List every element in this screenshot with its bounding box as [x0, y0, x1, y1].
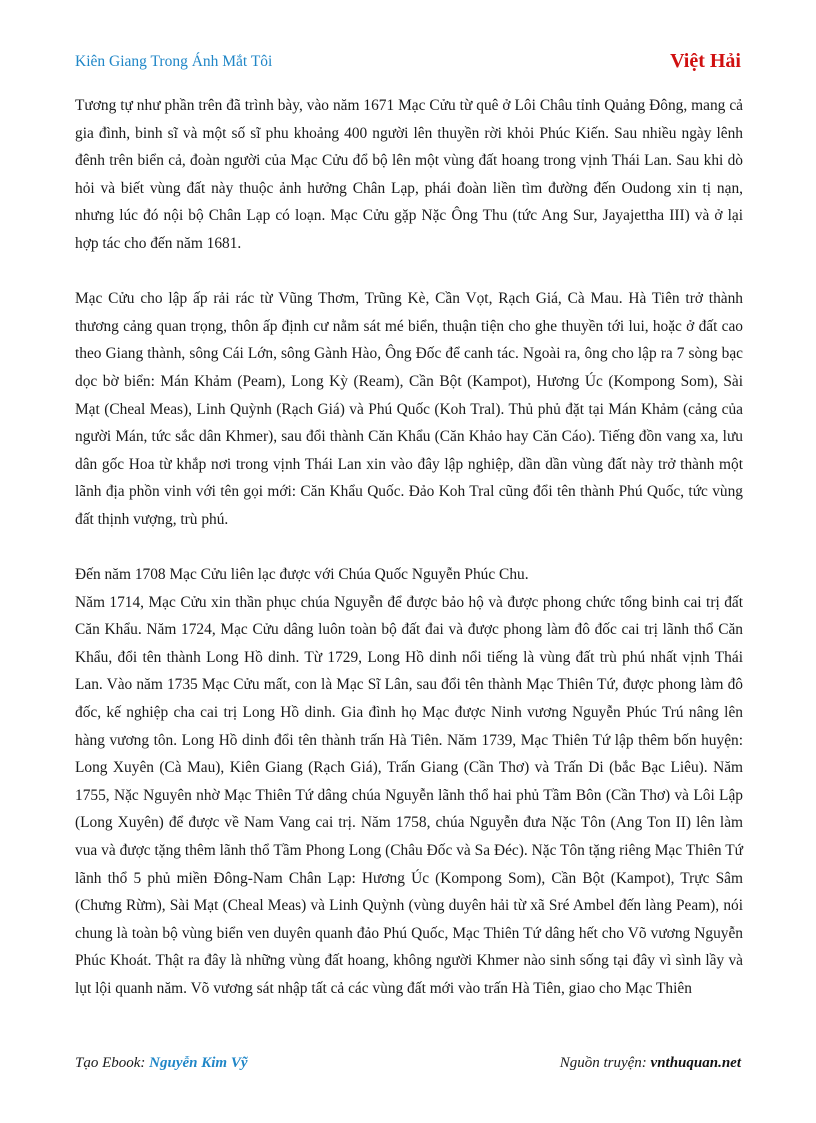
page-content — [75, 92, 743, 1003]
ebook-label: Tạo Ebook — [75, 1055, 141, 1071]
paragraph-1: Tương tự như phần trên đã trình bày, vào năm 1671 Mạc Cửu từ quê ở Lôi Châu tỉnh Quảng Đông, mang cả gia đình, binh sĩ và một số sĩ phu khoảng 400 người lên thuyền rời khỏi Phúc Kiến. Sau nhiều ngày lênh đênh trên biển cả, đoàn người của Mạc Cửu đổ bộ lên một vùng đất hoang trong vịnh Thái Lan. Sau khi dò hỏi và biết vùng đất này thuộc ảnh hưởng Chân Lạp, phái đoàn liền tìm đường đến Oudong xin tị nạn, nhưng lúc đó nội bộ Chân Lạp có loạn. Mạc Cửu gặp Nặc Ông Thu (tức Ang Sur, Jayajettha III) và ở lại hợp tác cho đến năm 1681. — [75, 97, 743, 252]
paragraph-3: Đến năm 1708 Mạc Cửu liên lạc được với Chúa Quốc Nguyễn Phúc Chu. — [75, 566, 529, 584]
page-header — [75, 50, 741, 76]
book-title: Kiên Giang Trong Ánh Mắt Tôi — [75, 53, 273, 70]
paragraph-4: Năm 1714, Mạc Cửu xin thần phục chúa Nguyễn để được bảo hộ và được phong chức tổng binh cai trị đất Căn Khẩu. Năm 1724, Mạc Cửu dâng luôn toàn bộ đất đai và được phong làm đô đốc cai trị lãnh thổ Căn Khẩu, đổi tên thành Long Hồ dinh. Từ 1729, Long Hồ dinh nổi tiếng là vùng đất trù phú nhất vịnh Thái Lan. Vào năm 1735 Mạc Cửu mất, con là Mạc Sĩ Lân, sau đổi tên thành Mạc Thiên Tứ, được phong làm đô đốc, kế nghiệp cha cai trị Long Hồ dinh. Gia đình họ Mạc được Ninh vương Nguyễn Phúc Trú nâng lên hàng vương tôn. Long Hồ dinh đổi tên thành trấn Hà Tiên. Năm 1739, Mạc Thiên Tứ lập thêm bốn huyện: Long Xuyên (Cà Mau), Kiên Giang (Rạch Giá), Trấn Giang (Cần Thơ) và Trấn Di (bắc Bạc Liêu). Năm 1755, Nặc Nguyên nhờ Mạc Thiên Tứ dâng chúa Nguyễn lãnh thổ hai phủ Tầm Bôn (Cần Thơ) và Lôi Lập (Long Xuyên) để được về Nam Vang cai trị. Năm 1758, chúa Nguyễn đưa Nặc Tôn (Ang Ton II) lên làm vua và được tặng thêm lãnh thổ Tầm Phong Long (Châu Đốc và Sa Đéc). Nặc Tôn tặng riêng Mạc Thiên Tứ lãnh thổ 5 phủ miền Đông-Nam Chân Lạp: Hương Úc (Kompong Som), Cần Bột (Kampot), Trực Sâm (Chưng Rừm), Sài Mạt (Cheal Meas) và Linh Quỳnh (vùng duyên hải từ xã Sré Ambel đến làng Peam), nói chung là toàn bộ vùng biển ven duyên quanh đảo Phú Quốc, Mạc Thiên Tứ dâng hết cho Võ vương Nguyễn Phúc Khoát. Thật ra đây là những vùng đất hoang, không người Khmer nào sinh sống tại đây vì sình lầy và lụt lội quanh năm. Võ vương sát nhập tất cả các vùng đất mới vào trấn Hà Tiên, giao cho Mạc Thiên — [75, 593, 743, 997]
source-label: Nguồn truyện — [559, 1055, 642, 1071]
source-credit: Nguồn truyện: vnthuquan.net — [559, 1055, 741, 1071]
source-site: vnthuquan.net — [650, 1055, 741, 1071]
ebook-creator-name: Nguyễn Kim Vỹ — [149, 1055, 248, 1071]
paragraph-2: Mạc Cửu cho lập ấp rải rác từ Vũng Thơm, Trũng Kè, Cần Vọt, Rạch Giá, Cà Mau. Hà Tiên trở thành thương cảng quan trọng, thôn ấp định cư nằm sát mé biển, thuận tiện cho ghe thuyền tới lui, hoặc ở đất cao theo Giang thành, sông Cái Lớn, sông Gành Hào, Ông Đốc để canh tác. Ngoài ra, ông cho lập ra 7 sòng bạc dọc bờ biển: Mán Khảm (Peam), Long Kỳ (Ream), Cần Bột (Kampot), Hương Úc (Kompong Som), Sài Mạt (Cheal Meas), Linh Quỳnh (Rạch Giá) và Phú Quốc (Koh Tral). Thủ phủ đặt tại Mán Khảm (cảng của người Mán, tức sắc dân Khmer), sau đổi thành Căn Khẩu (Căn Khảo hay Căn Cáo). Tiếng đồn vang xa, lưu dân gốc Hoa từ khắp nơi trong vịnh Thái Lan xin vào đây lập nghiệp, dần dần vùng đất này trở thành một lãnh địa phồn vinh với tên gọi mới: Căn Khẩu Quốc. Đảo Koh Tral cũng đổi tên thành Phú Quốc, tức vùng đất thịnh vượng, trù phú. — [75, 290, 743, 528]
author-name: Việt Hải — [670, 50, 741, 72]
ebook-credit: Tạo Ebook: Nguyễn Kim Vỹ — [75, 1055, 248, 1071]
page-footer — [75, 1055, 741, 1077]
